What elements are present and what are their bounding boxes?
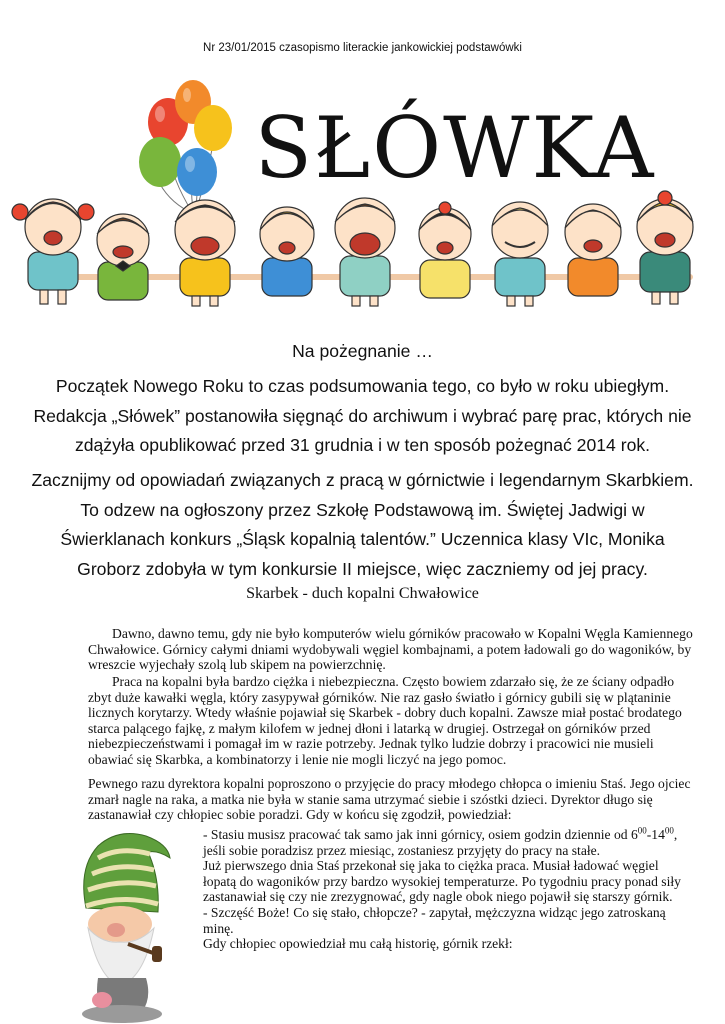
intro-paragraph: Zacznijmy od opowiadań związanych z pracą w górnictwie i legendarnym Skarbkiem. To odzew na ogłoszony przez Szkołę Podstawową im. Świętej Jadwigi w Świerklanach konkurs „Śląsk kopalnią talentów.” Uczennica klasy VIc, Monika Groborz zdobyła w tym konkursie II miejsce, więc zaczniemy od jej pracy. (31, 470, 694, 579)
balloon-icon (139, 137, 181, 187)
balloon-icon (194, 105, 232, 151)
story-title: Skarbek - duch kopalni Chwałowice (246, 585, 479, 602)
dialog-line: Już pierwszego dnia Staś przekonał się jaka to ciężka praca. Musiał ładować węgiel łopatą do wagoników przy bardzo wysokiej temperaturze. Po tygodniu pracy ponad siły zastanawiał się czy nie zrezygnować, gdy nagle obok niego pojawił się starszy górnik. (203, 858, 681, 905)
story-paragraph: Pewnego razu dyrektora kopalni poproszono o przyjęcie do pracy młodego chłopca o imieniu Staś. Jego ojciec zmarł nagle na raka, a matka nie była w stanie sama utrzymać siebie i szóstki dzieci. Dyrektor długo się zastanawiał czy chłopiec sobie poradzi. Gdy w końcu się zgodził, powiedział: (88, 776, 691, 823)
dialog-line: Gdy chłopiec opowiedział mu całą historię, górnik rzekł: (203, 936, 513, 952)
balloon-icon (177, 148, 217, 196)
farewell-heading: Na pożegnanie … (292, 341, 433, 361)
intro-paragraph: Początek Nowego Roku to czas podsumowania tego, co było w roku ubiegłym. Redakcja „Słówek” postanowiła sięgnąć do archiwum i wybrać parę prac, których nie zdążyła opublikować przed 31 grudnia i w ten sposób pożegnać 2014 rok. (33, 376, 692, 455)
masthead-title: SŁÓWKA (254, 99, 656, 197)
story-dialog (203, 827, 695, 952)
story-paragraph: Dawno, dawno temu, gdy nie było komputerów wielu górników pracowało w Kopalni Węgla Kamiennego Chwałowice. Górnicy całymi dniami wydobywali węgiel kombajnami, a potem ładowali go do wagoników, by wreszcie wyjechały szolą lub skipem na powierzchnię. (88, 626, 693, 673)
masthead-illustration (0, 62, 725, 307)
story-paragraph: Praca na kopalni była bardzo ciężka i niebezpieczna. Często bowiem zdarzało się, że ze ściany odpadło zbyt duże kawałki węgla, który zasypywał górników. Nie raz gasło światło i górnicy gubili się w plątaninie licznych korytarzy. Wtedy właśnie pojawiał się Skarbek - dobry duch kopalni. Zawsze miał postać brodatego starca palącego fajkę, z małym kilofem w jednej dłoni i latarką w drugiej. Ostrzegał on górników przed niebezpieczeństwami i pomagał im w razie potrzeby. Jednak tylko ludzie dobrzy i pracowici nie musieli obawiać się Skarbka, a kombinatorzy i lenie nie mogli liczyć na jego pomoc. (88, 674, 682, 767)
dialog-line: - Szczęść Boże! Co się stało, chłopcze? - zapytał, mężczyzna widząc jego zatroskaną minę. (203, 904, 666, 936)
dialog-line: - Stasiu musisz pracować tak samo jak inni górnicy, osiem godzin dziennie od $6^{00}-14^{00}$, jeśli sobie poradzisz przez miesiąc, zostaniesz przyjęty do pracy na stałe. (203, 825, 678, 858)
issue-line: Nr 23/01/2015 czasopismo literackie jankowickiej podstawówki (203, 42, 522, 54)
gnome-illustration (58, 828, 184, 1024)
children-row-illustration (12, 191, 693, 306)
